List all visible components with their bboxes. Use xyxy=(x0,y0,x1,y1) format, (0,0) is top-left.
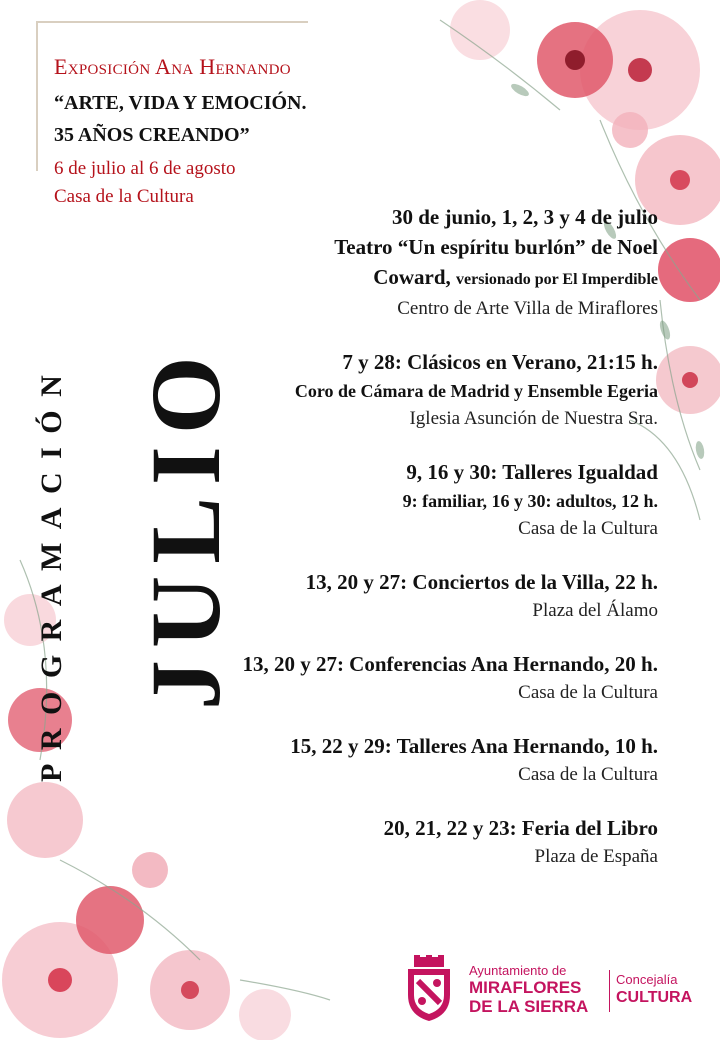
month-title: JULIO xyxy=(130,344,241,710)
event-detail: Coro de Cámara de Madrid y Ensemble Egeria xyxy=(294,381,658,401)
logo-municipality xyxy=(469,963,609,1016)
event-item xyxy=(138,649,658,707)
coat-of-arms-icon xyxy=(400,955,458,1023)
event-dates: 13, 20 y 27: Conciertos de la Villa, 22 h. xyxy=(305,570,658,594)
frame-line-top xyxy=(36,21,308,23)
exhibition-subtitle-line2: 35 AÑOS CREANDO” xyxy=(54,124,250,146)
logo-department xyxy=(616,972,692,1007)
logo-line3: DE LA SIERRA xyxy=(469,997,589,1016)
programacion-label: PROGRAMACIÓN xyxy=(35,361,68,782)
event-item xyxy=(138,567,658,625)
logo-dept2: CULTURA xyxy=(616,989,693,1006)
event-title-version: versionado por El Imperdible xyxy=(456,271,658,288)
frame-line-left xyxy=(36,21,38,171)
event-title-cont xyxy=(138,262,658,295)
event-item xyxy=(138,347,658,433)
logo-line1: Ayuntamiento de xyxy=(469,963,567,978)
event-venue: Casa de la Cultura xyxy=(518,682,658,703)
event-dates: 7 y 28: Clásicos en Verano, 21:15 h. xyxy=(342,350,658,374)
event-dates: 9, 16 y 30: Talleres Igualdad xyxy=(406,460,658,484)
event-item xyxy=(138,731,658,789)
event-venue: Iglesia Asunción de Nuestra Sra. xyxy=(409,408,658,429)
exhibition-title: Exposición Ana Hernando xyxy=(54,54,291,79)
event-item xyxy=(138,813,658,871)
logo-divider xyxy=(609,970,610,1012)
event-title: Teatro “Un espíritu burlón” de Noel xyxy=(334,235,658,259)
event-venue: Plaza del Álamo xyxy=(532,600,658,621)
event-venue: Casa de la Cultura xyxy=(518,518,658,539)
event-dates: 20, 21, 22 y 23: Feria del Libro xyxy=(383,816,658,840)
event-dates: 13, 20 y 27: Conferencias Ana Hernando, 20 h. xyxy=(242,652,658,676)
event-dates: 30 de junio, 1, 2, 3 y 4 de julio xyxy=(391,205,658,229)
event-title-author: Coward, xyxy=(373,265,451,289)
event-dates: 15, 22 y 29: Talleres Ana Hernando, 10 h. xyxy=(290,734,658,758)
exhibition-venue: Casa de la Cultura xyxy=(54,186,194,207)
event-venue: Centro de Arte Villa de Miraflores xyxy=(397,298,658,319)
exhibition-subtitle-line1: “ARTE, VIDA Y EMOCIÓN. xyxy=(54,92,307,114)
logo-line2: MIRAFLORES xyxy=(469,978,582,997)
events-list xyxy=(138,202,658,895)
logo-dept1: Concejalía xyxy=(616,972,678,987)
event-venue: Casa de la Cultura xyxy=(518,764,658,785)
exhibition-dates: 6 de julio al 6 de agosto xyxy=(54,158,236,179)
event-item xyxy=(138,457,658,543)
event-item xyxy=(138,202,658,323)
event-detail: 9: familiar, 16 y 30: adultos, 12 h. xyxy=(402,491,658,511)
event-venue: Plaza de España xyxy=(534,846,658,867)
